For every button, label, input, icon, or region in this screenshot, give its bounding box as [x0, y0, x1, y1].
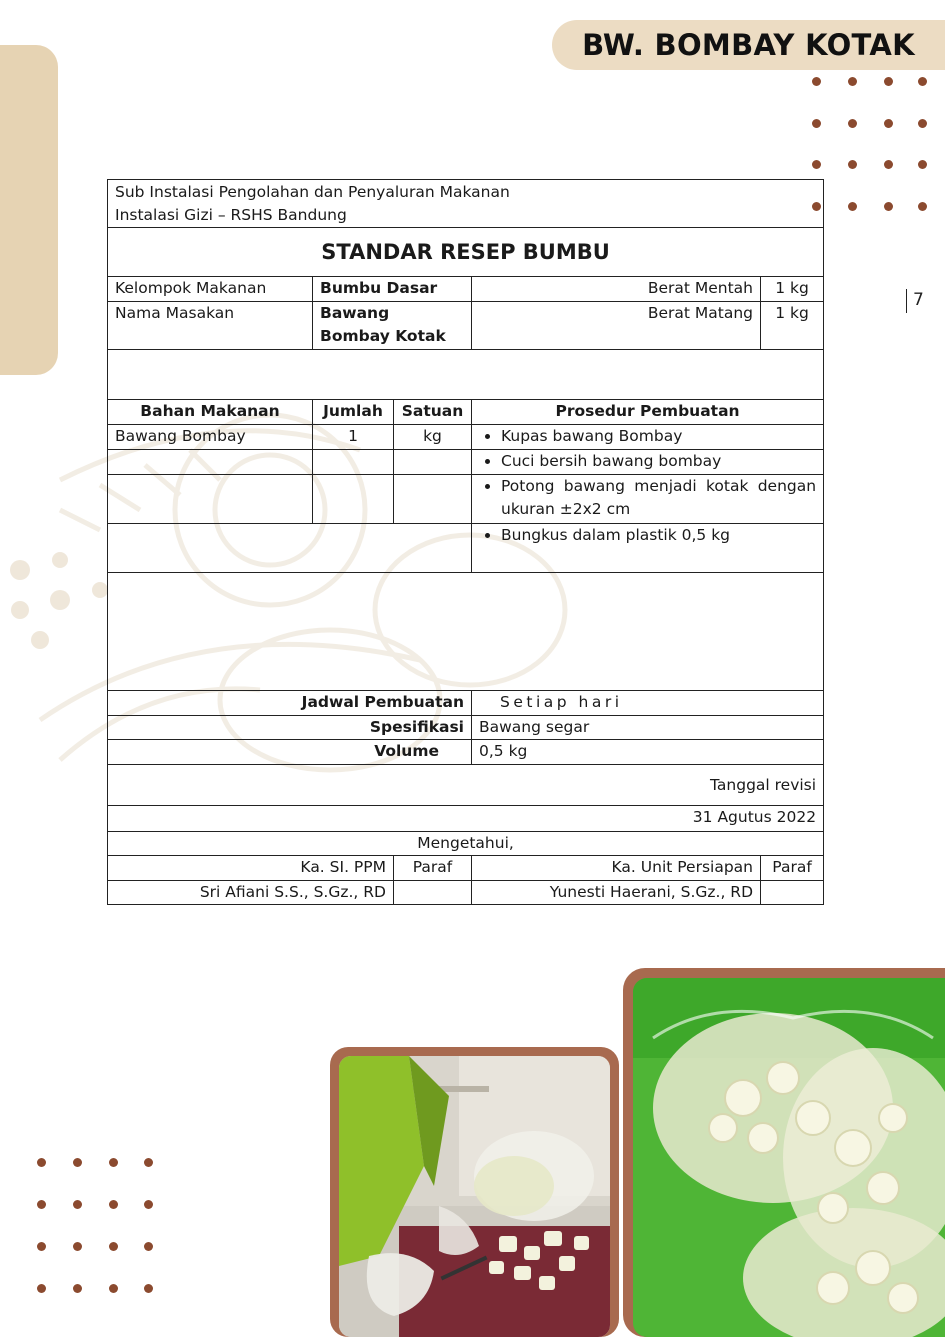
column-header-jumlah: Jumlah	[313, 400, 394, 425]
institution-header	[108, 180, 824, 228]
empty-signature-cell	[394, 881, 472, 905]
recipe-main-title: STANDAR RESEP BUMBU	[108, 228, 824, 277]
empty-cell	[108, 524, 472, 573]
step-1: • Kupas bawang Bombay	[501, 425, 816, 448]
tanggal-revisi-label: Tanggal revisi	[108, 765, 824, 806]
page-title: BW. BOMBAY KOTAK	[582, 28, 915, 62]
spesifikasi-label: Spesifikasi	[108, 716, 472, 740]
tanggal-revisi-value: 31 Agutus 2022	[108, 806, 824, 832]
step-4: • Bungkus dalam plastik 0,5 kg	[501, 524, 816, 547]
kelompok-label: Kelompok Makanan	[108, 277, 313, 302]
kelompok-value: Bumbu Dasar	[313, 277, 472, 302]
blank-spacer-row	[108, 573, 824, 691]
empty-cell	[108, 475, 313, 524]
ingredient-unit: kg	[394, 425, 472, 450]
berat-mentah-value: 1 kg	[761, 277, 824, 302]
signatory-2-paraf: Paraf	[761, 856, 824, 881]
ingredient-quantity: 1	[313, 425, 394, 450]
volume-label: Volume	[108, 740, 472, 765]
nama-masakan-label: Nama Masakan	[108, 302, 313, 350]
jadwal-label: Jadwal Pembuatan	[108, 691, 472, 716]
signatory-1-name: Sri Afiani S.S., S.Gz., RD	[108, 881, 394, 905]
volume-value: 0,5 kg	[472, 740, 824, 765]
spesifikasi-value: Bawang segar	[472, 716, 824, 740]
institution-line-1: Sub Instalasi Pengolahan dan Penyaluran Makanan	[115, 183, 510, 201]
procedure-step	[472, 425, 824, 450]
title-banner	[552, 20, 945, 70]
signatory-1-paraf: Paraf	[394, 856, 472, 881]
recipe-standard-table	[107, 179, 824, 905]
empty-signature-cell	[761, 881, 824, 905]
empty-cell	[394, 450, 472, 475]
procedure-step	[472, 524, 824, 573]
column-header-bahan: Bahan Makanan	[108, 400, 313, 425]
institution-line-2: Instalasi Gizi – RSHS Bandung	[115, 206, 347, 224]
ingredient-name: Bawang Bombay	[108, 425, 313, 450]
side-tab-decoration	[0, 45, 58, 375]
empty-cell	[394, 475, 472, 524]
signatory-1-title: Ka. SI. PPM	[108, 856, 394, 881]
column-header-prosedur: Prosedur Pembuatan	[472, 400, 824, 425]
berat-matang-label: Berat Matang	[472, 302, 761, 350]
mengetahui-text: Mengetahui,	[108, 832, 824, 856]
photo-frame-cutting	[330, 1047, 619, 1337]
procedure-step	[472, 475, 824, 524]
blank-spacer-row	[108, 350, 824, 400]
empty-cell	[108, 450, 313, 475]
signatory-2-title: Ka. Unit Persiapan	[472, 856, 761, 881]
nama-value-line-1: Bawang	[320, 304, 390, 322]
berat-matang-value: 1 kg	[761, 302, 824, 350]
empty-cell	[313, 450, 394, 475]
procedure-step	[472, 450, 824, 475]
photo-cutting-onions	[339, 1056, 610, 1337]
column-header-satuan: Satuan	[394, 400, 472, 425]
signatory-2-name: Yunesti Haerani, S.Gz., RD	[472, 881, 761, 905]
step-3: • Potong bawang menjadi kotak dengan ukuran ±2x2 cm	[501, 475, 816, 521]
berat-mentah-label: Berat Mentah	[472, 277, 761, 302]
jadwal-value: Setiap hari	[472, 691, 824, 716]
photo-packaged-onions	[633, 978, 945, 1337]
nama-masakan-value	[313, 302, 472, 350]
empty-cell	[313, 475, 394, 524]
photo-frame-packaged	[623, 968, 945, 1337]
step-2: • Cuci bersih bawang bombay	[501, 450, 816, 473]
page-number: 7	[906, 289, 924, 313]
nama-value-line-2: Bombay Kotak	[320, 327, 446, 345]
